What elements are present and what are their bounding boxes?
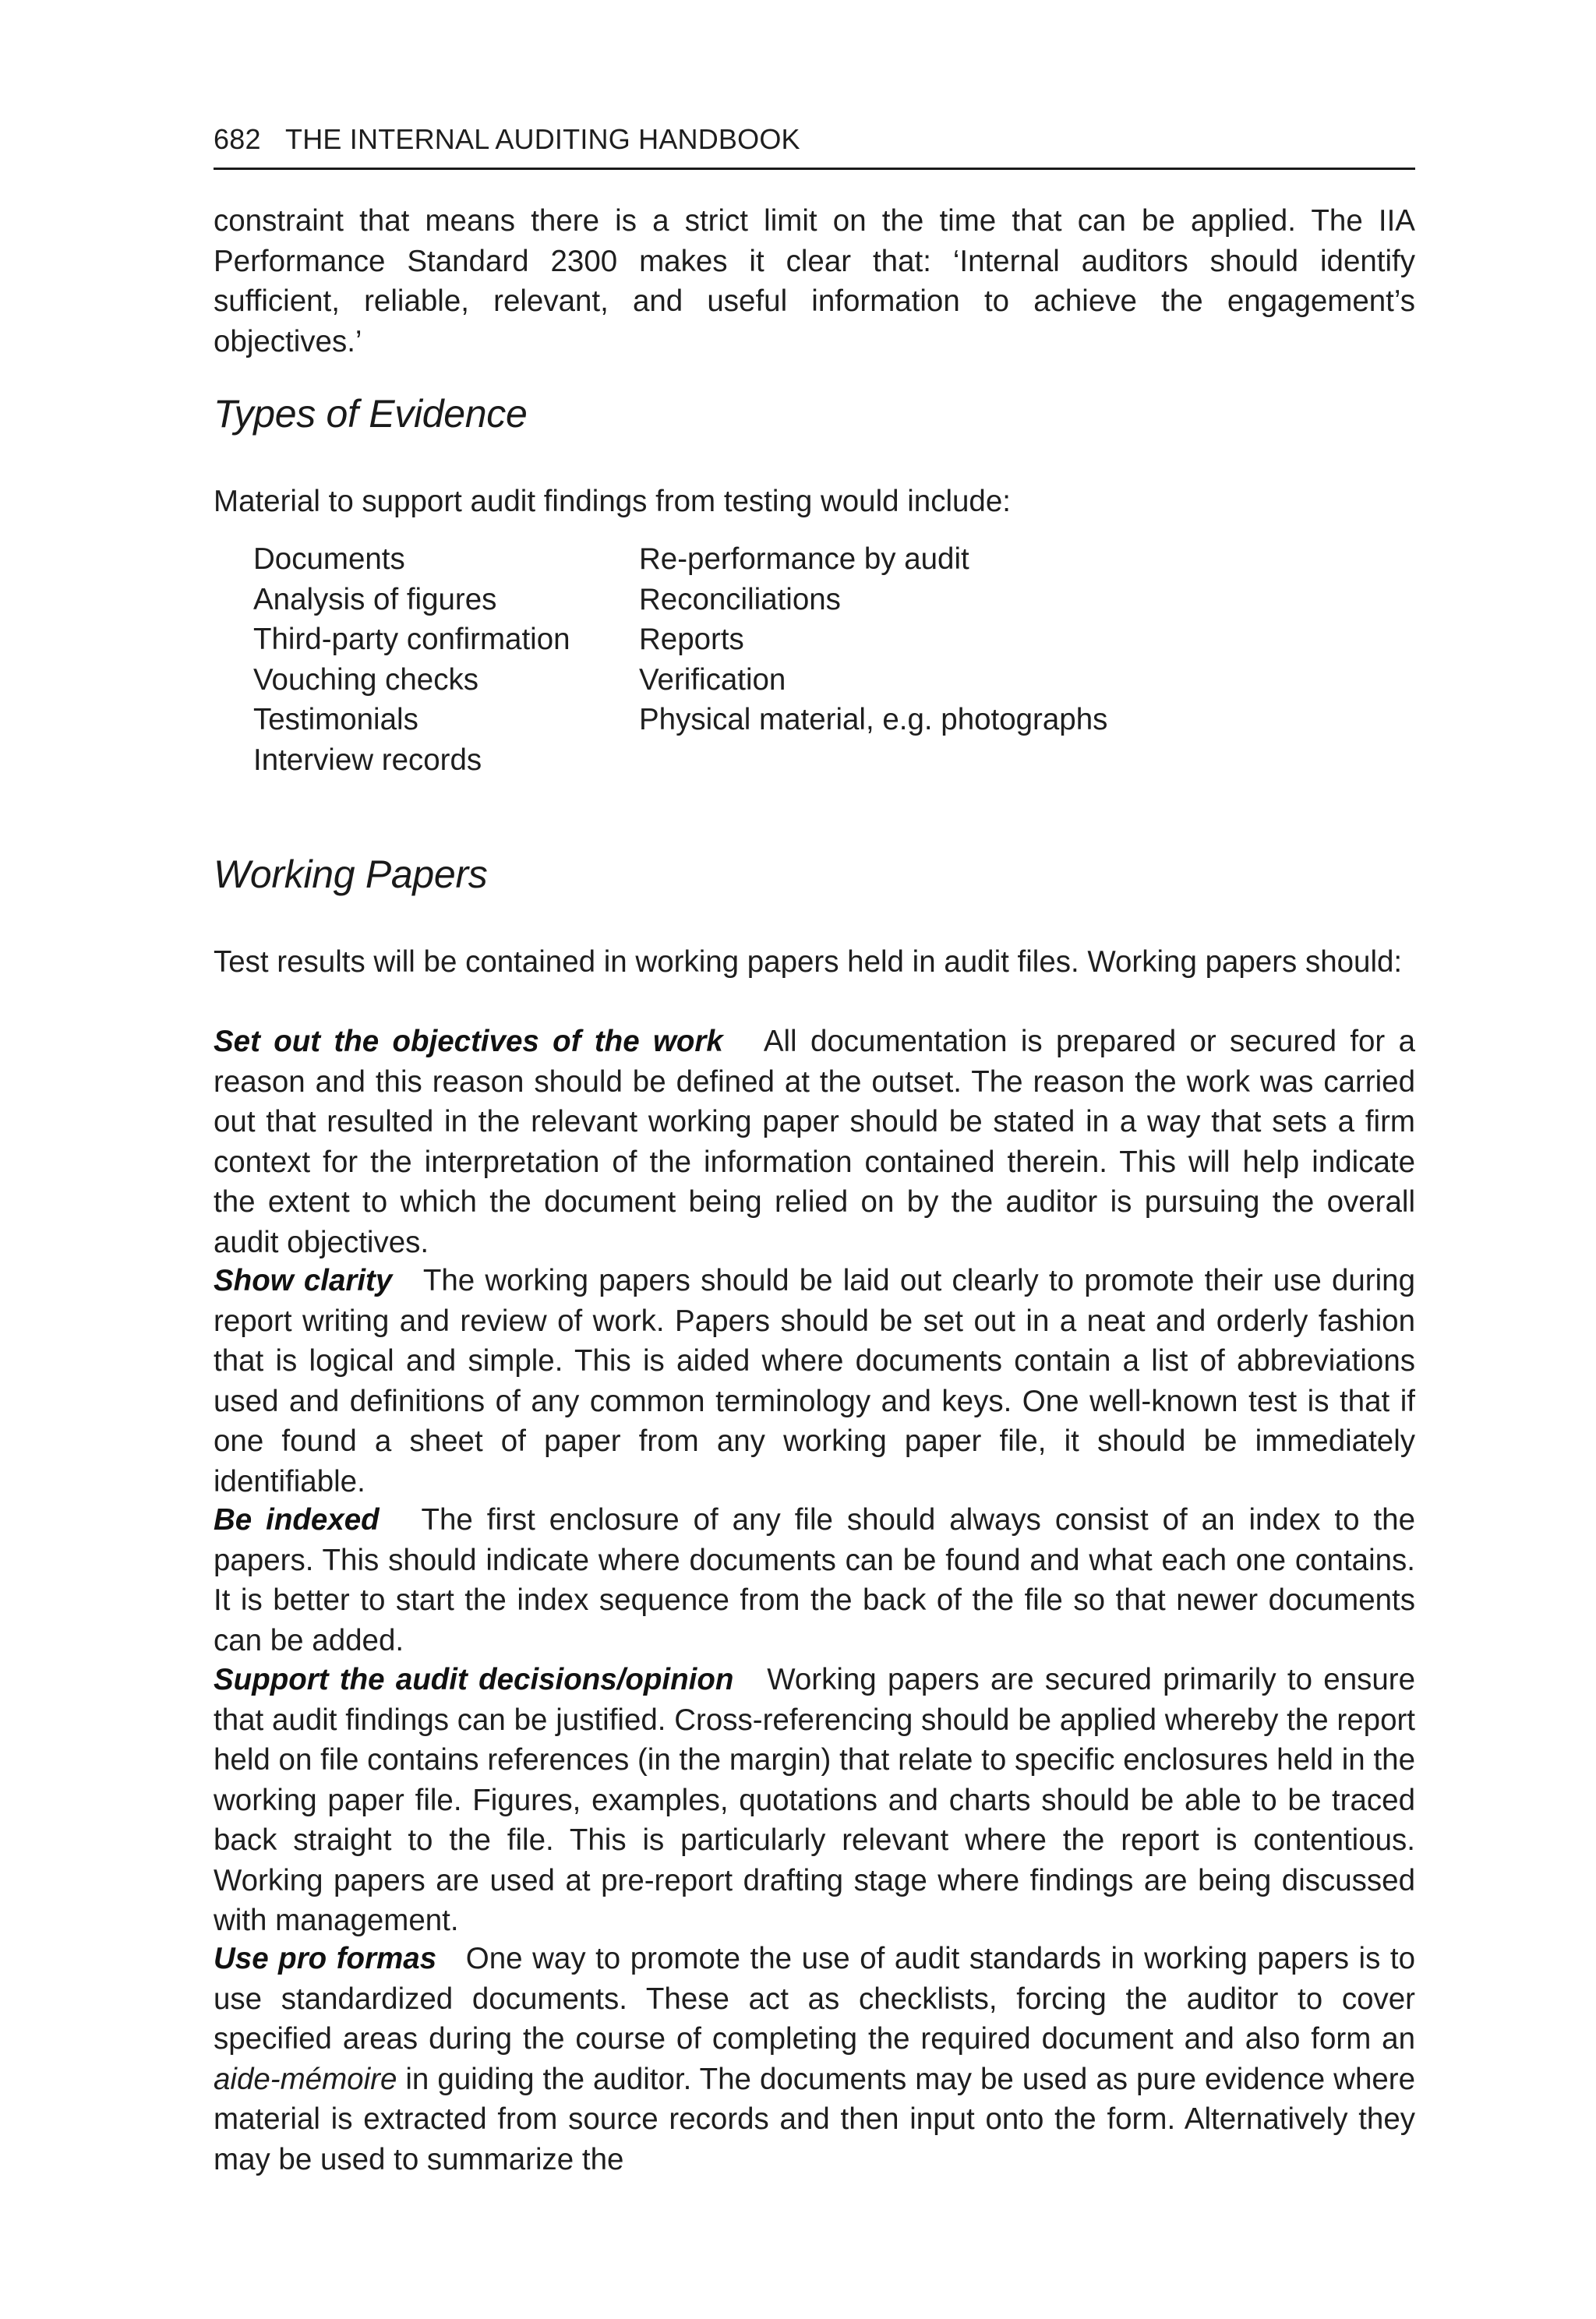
working-paper-item xyxy=(214,1261,1415,1502)
evidence-item: Reconciliations xyxy=(639,582,841,616)
evidence-lead: Material to support audit findings from testing would include: xyxy=(214,485,1011,518)
evidence-item: Third-party confirmation xyxy=(253,623,570,656)
item-text: Working papers are secured primarily to ensure that audit findings can be justified. Cross-referencing should be applied whereby the report held on file contains references (in the margin) that relate to specific enclosures held in the working paper file. Figures, examples, quotations and charts should be able to be traced back straight to the file. This is particularly relevant where the report is contentious. Working papers are used at pre-report drafting stage where findings are being discussed with management. xyxy=(214,1663,1415,1937)
working-paper-item xyxy=(214,1660,1415,1941)
item-title: Support the audit decisions/opinion xyxy=(214,1663,734,1696)
working-papers-lead: Test results will be contained in working papers held in audit files. Working papers should: xyxy=(214,945,1403,979)
evidence-list-left-column xyxy=(253,539,570,780)
working-paper-item xyxy=(214,1022,1415,1262)
item-title: Show clarity xyxy=(214,1264,393,1297)
evidence-item: Analysis of figures xyxy=(253,582,497,616)
working-papers-heading: Working Papers xyxy=(214,852,488,896)
item-title: Use pro formas xyxy=(214,1942,437,1975)
item-text-start: One way to promote the use of audit standards in working papers is to use standardized documents. These act as checklists, forcing the auditor to cover specified areas during the course of completing the required document and also form an xyxy=(214,1942,1415,2056)
running-head: THE INTERNAL AUDITING HANDBOOK xyxy=(285,123,800,155)
evidence-item: Re-performance by audit xyxy=(639,542,969,576)
evidence-item: Documents xyxy=(253,542,405,576)
item-text: All documentation is prepared or secured for a reason and this reason should be defined at the outset. The reason the work was carried out that resulted in the relevant working paper should be stated in a way that sets a firm context for the interpretation of the information contained therein. This will help indicate the extent to which the document being relied on by the auditor is pursuing the overall audit objectives. xyxy=(214,1025,1416,1259)
page-header xyxy=(214,118,1415,170)
evidence-item: Reports xyxy=(639,623,744,656)
evidence-item: Testimonials xyxy=(253,703,418,736)
evidence-item: Vouching checks xyxy=(253,662,478,697)
item-text: The working papers should be laid out clearly to promote their use during report writing and review of work. Papers should be set out in a neat and orderly fashion that is logical and simple. This is aided where documents contain a list of abbreviations used and definitions of any common terminology and keys. One well-known test is that if one found a sheet of paper from any working paper file, it should be immediately identifiable. xyxy=(214,1264,1415,1498)
item-title: Set out the objectives of the work xyxy=(214,1025,723,1058)
working-paper-item xyxy=(214,1500,1415,1661)
evidence-item: Physical material, e.g. photographs xyxy=(639,703,1108,736)
item-title: Be indexed xyxy=(214,1503,380,1537)
item-text-end: in guiding the auditor. The documents may be used as pure evidence where material is extracted from source records and then input onto the form. Alternatively they may be used to summarize the xyxy=(214,2062,1415,2176)
evidence-item: Verification xyxy=(639,662,786,697)
evidence-item: Interview records xyxy=(253,743,482,777)
intro-paragraph: constraint that means there is a strict limit on the time that can be applied. The IIA Performance Standard 2300 makes it clear that: ‘Internal auditors should identify sufficient, reliable, relevant, and useful information to achieve the engagement’s objectives.’ xyxy=(214,204,1415,358)
evidence-list-right-column xyxy=(639,539,1107,740)
item-text: The first enclosure of any file should always consist of an index to the papers. This should indicate where documents can be found and what each one contains. It is better to start the index sequence from the back of the file so that newer documents can be added. xyxy=(214,1503,1416,1657)
evidence-list xyxy=(253,539,1188,789)
working-paper-item xyxy=(214,1939,1415,2180)
types-of-evidence-heading: Types of Evidence xyxy=(214,392,528,436)
page-number: 682 xyxy=(214,123,261,155)
item-text-italic: aide-mémoire xyxy=(214,2062,397,2096)
